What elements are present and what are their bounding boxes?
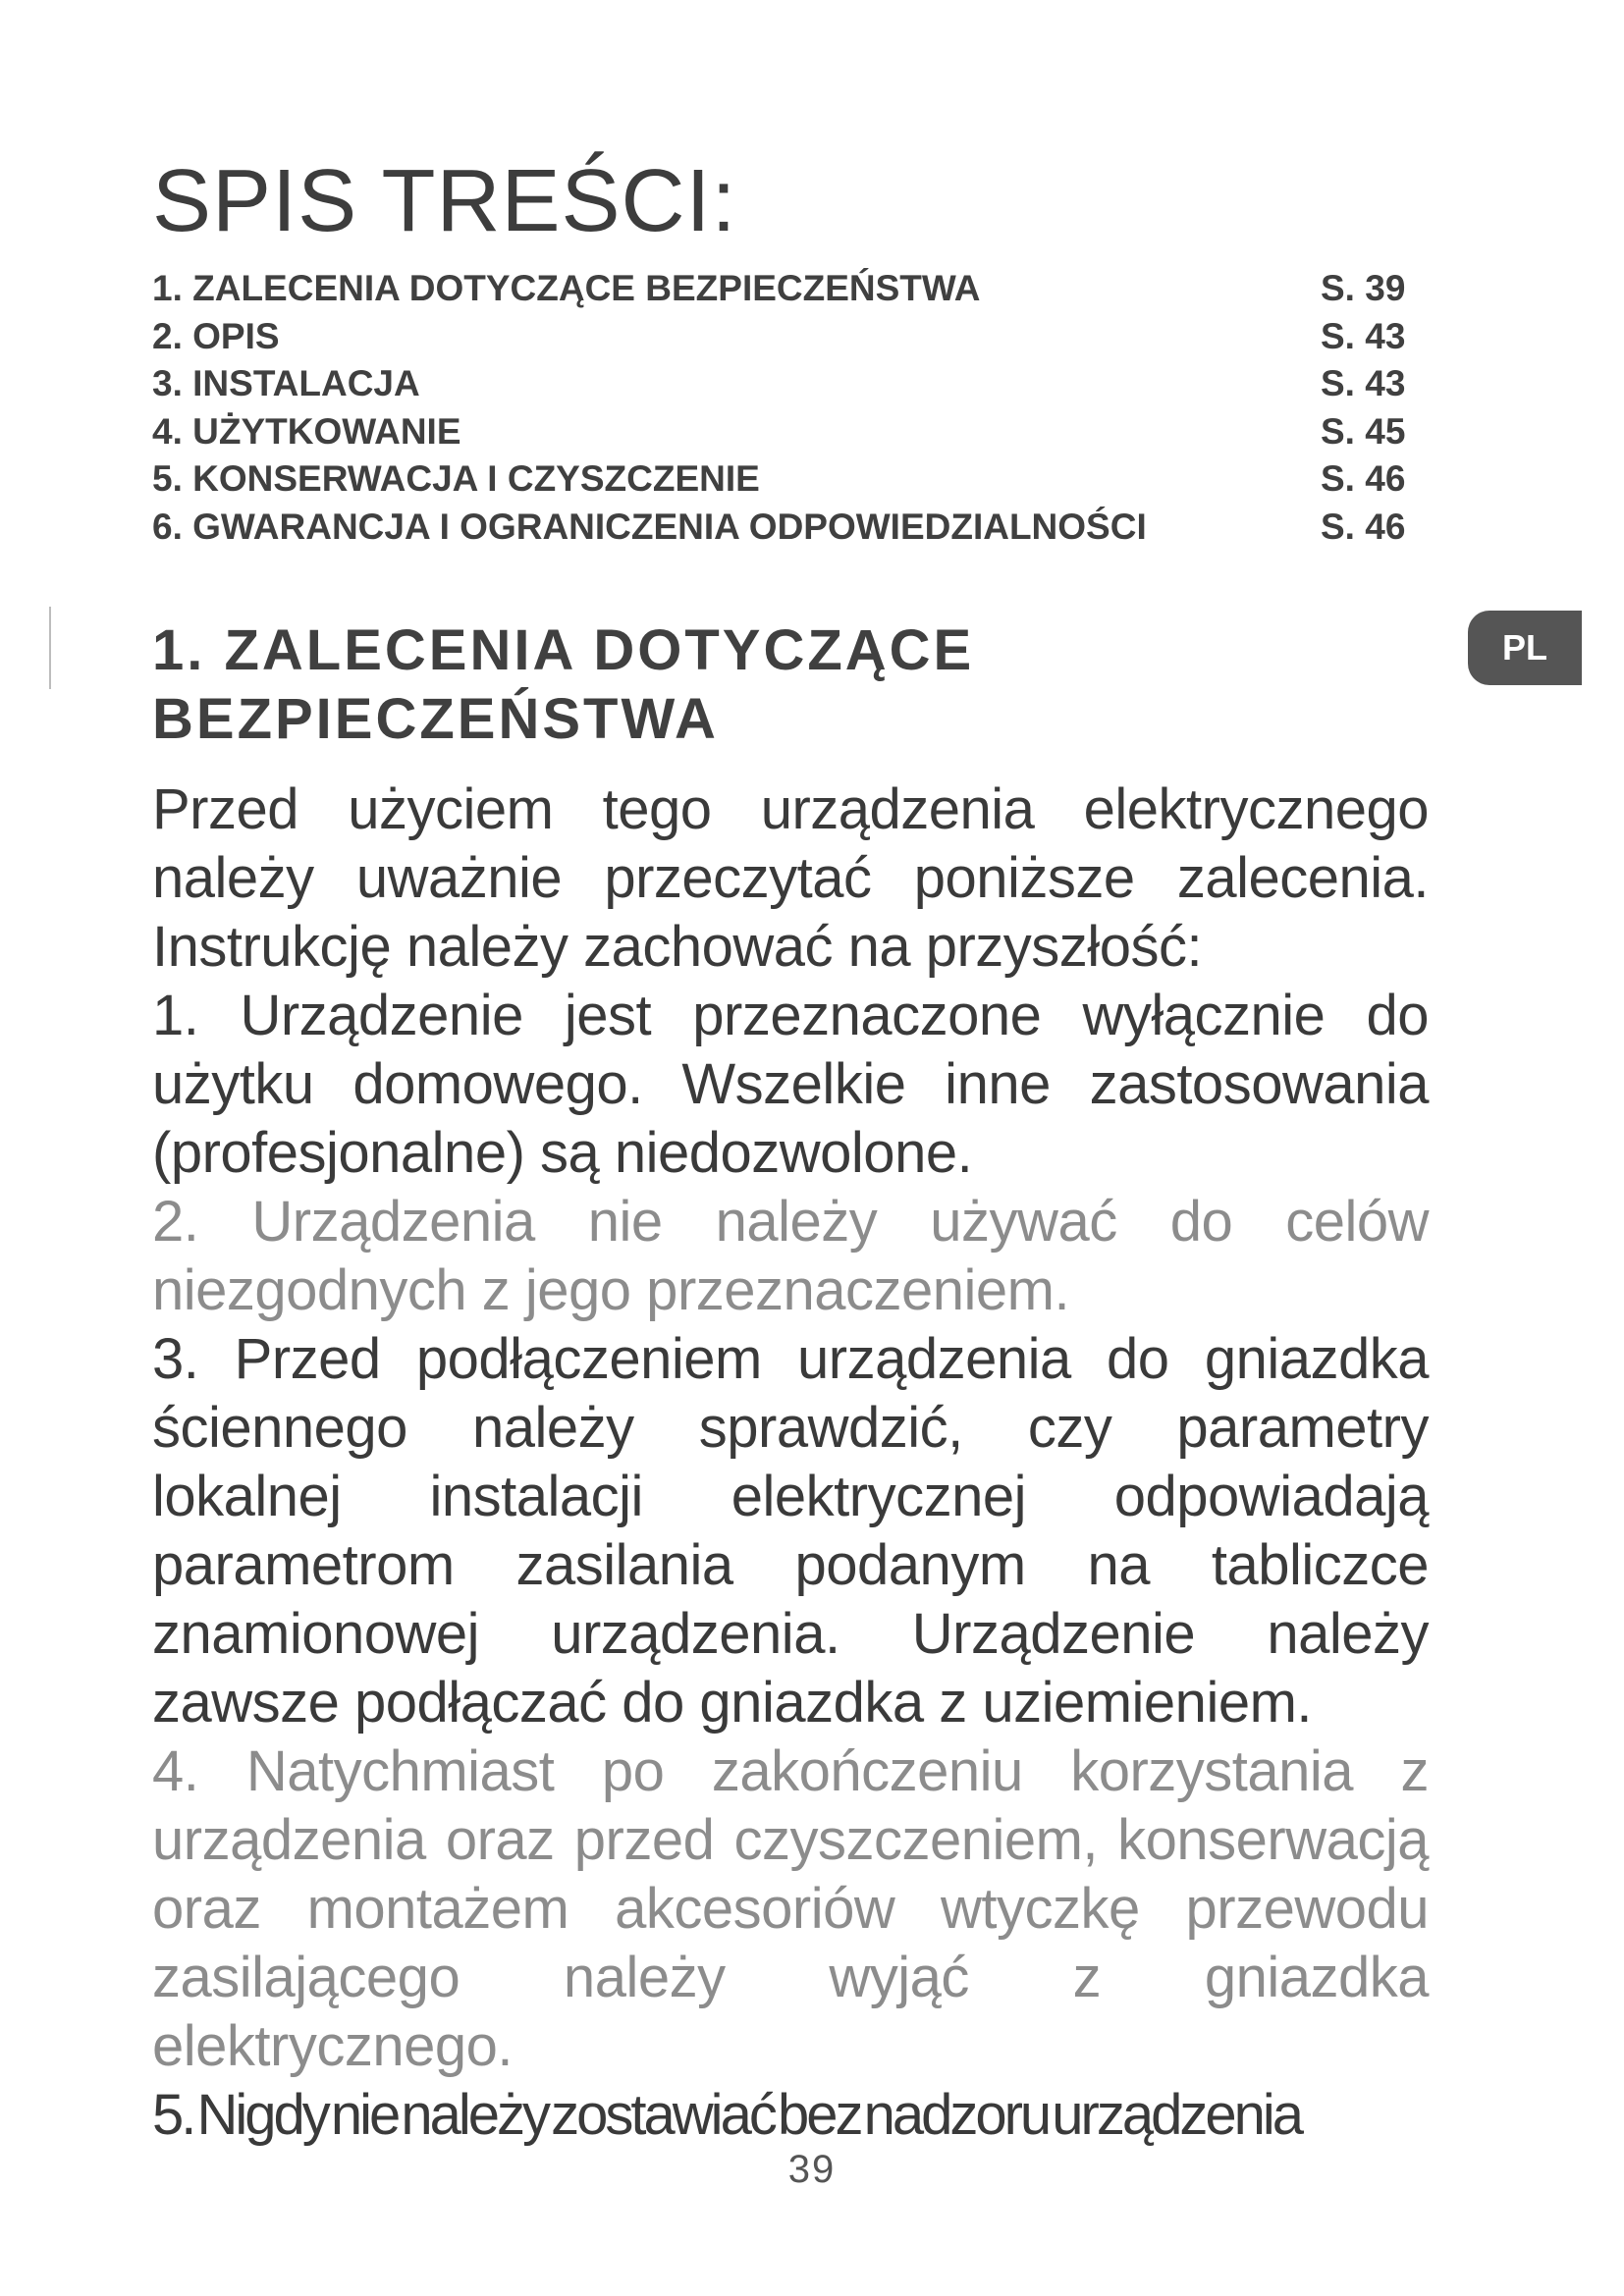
toc-row bbox=[152, 313, 1419, 361]
toc-title: SPIS TREŚCI: bbox=[152, 152, 737, 250]
toc-item-label: 1. ZALECENIA DOTYCZĄCE BEZPIECZEŃSTWA bbox=[152, 268, 981, 308]
margin-divider bbox=[49, 607, 51, 689]
section-title-line: BEZPIECZEŃSTWA bbox=[152, 687, 719, 751]
section-title-line: 1. ZALECENIA DOTYCZĄCE bbox=[152, 618, 975, 682]
safety-item-4: 4. Natychmiast po zakończeniu korzystania z urządzenia oraz przed czyszczeniem, konserwacją oraz montażem akcesoriów wtyczkę przewodu zasilającego należy wyjąć z gniazdka elektrycznego. bbox=[152, 1739, 1429, 2078]
toc-item-label: 4. UŻYTKOWANIE bbox=[152, 410, 461, 452]
toc-item-page: S. 43 bbox=[1321, 315, 1406, 356]
safety-item-5: 5. Nigdy nie należy zostawiać bez nadzoru urządzenia bbox=[152, 2083, 1302, 2147]
toc-row bbox=[152, 504, 1419, 552]
toc-row bbox=[152, 265, 1419, 313]
toc-item-label: 3. INSTALACJA bbox=[152, 363, 420, 403]
section-title bbox=[152, 616, 974, 754]
page-number: 39 bbox=[787, 2148, 837, 2191]
toc-row bbox=[152, 408, 1419, 456]
toc-item-label: 2. OPIS bbox=[152, 315, 280, 356]
safety-item-3: 3. Przed podłączeniem urządzenia do gniazdka ściennego należy sprawdzić, czy parametry lokalnej instalacji elektrycznej odpowiadają parametrom zasilania podanym na tabliczce znamionowej urządzenia. Urządzenie należy zawsze podłączać do gniazdka z uziemieniem. bbox=[152, 1327, 1429, 1735]
table-of-contents bbox=[152, 265, 1419, 551]
toc-item-label: 6. GWARANCJA I OGRANICZENIA ODPOWIEDZIALNOŚCI bbox=[152, 506, 1147, 547]
toc-item-page: S. 43 bbox=[1321, 363, 1406, 403]
toc-item-label: 5. KONSERWACJA I CZYSZCZENIE bbox=[152, 458, 760, 499]
toc-item-page: S. 46 bbox=[1321, 506, 1406, 547]
section-body bbox=[152, 775, 1429, 2150]
toc-item-page: S. 45 bbox=[1321, 410, 1406, 452]
toc-row bbox=[152, 455, 1419, 504]
intro-paragraph: Przed użyciem tego urządzenia elektrycznego należy uważnie przeczytać poniższe zalecenia. Instrukcję należy zachować na przyszłość: bbox=[152, 777, 1429, 979]
toc-row bbox=[152, 360, 1419, 408]
language-tab: PL bbox=[1468, 611, 1582, 685]
toc-item-page: S. 39 bbox=[1321, 268, 1406, 308]
safety-item-2: 2. Urządzenia nie należy używać do celów niezgodnych z jego przeznaczeniem. bbox=[152, 1190, 1429, 1322]
toc-item-page: S. 46 bbox=[1321, 458, 1406, 499]
safety-item-1: 1. Urządzenie jest przeznaczone wyłącznie do użytku domowego. Wszelkie inne zastosowania (profesjonalne) są niedozwolone. bbox=[152, 984, 1429, 1185]
